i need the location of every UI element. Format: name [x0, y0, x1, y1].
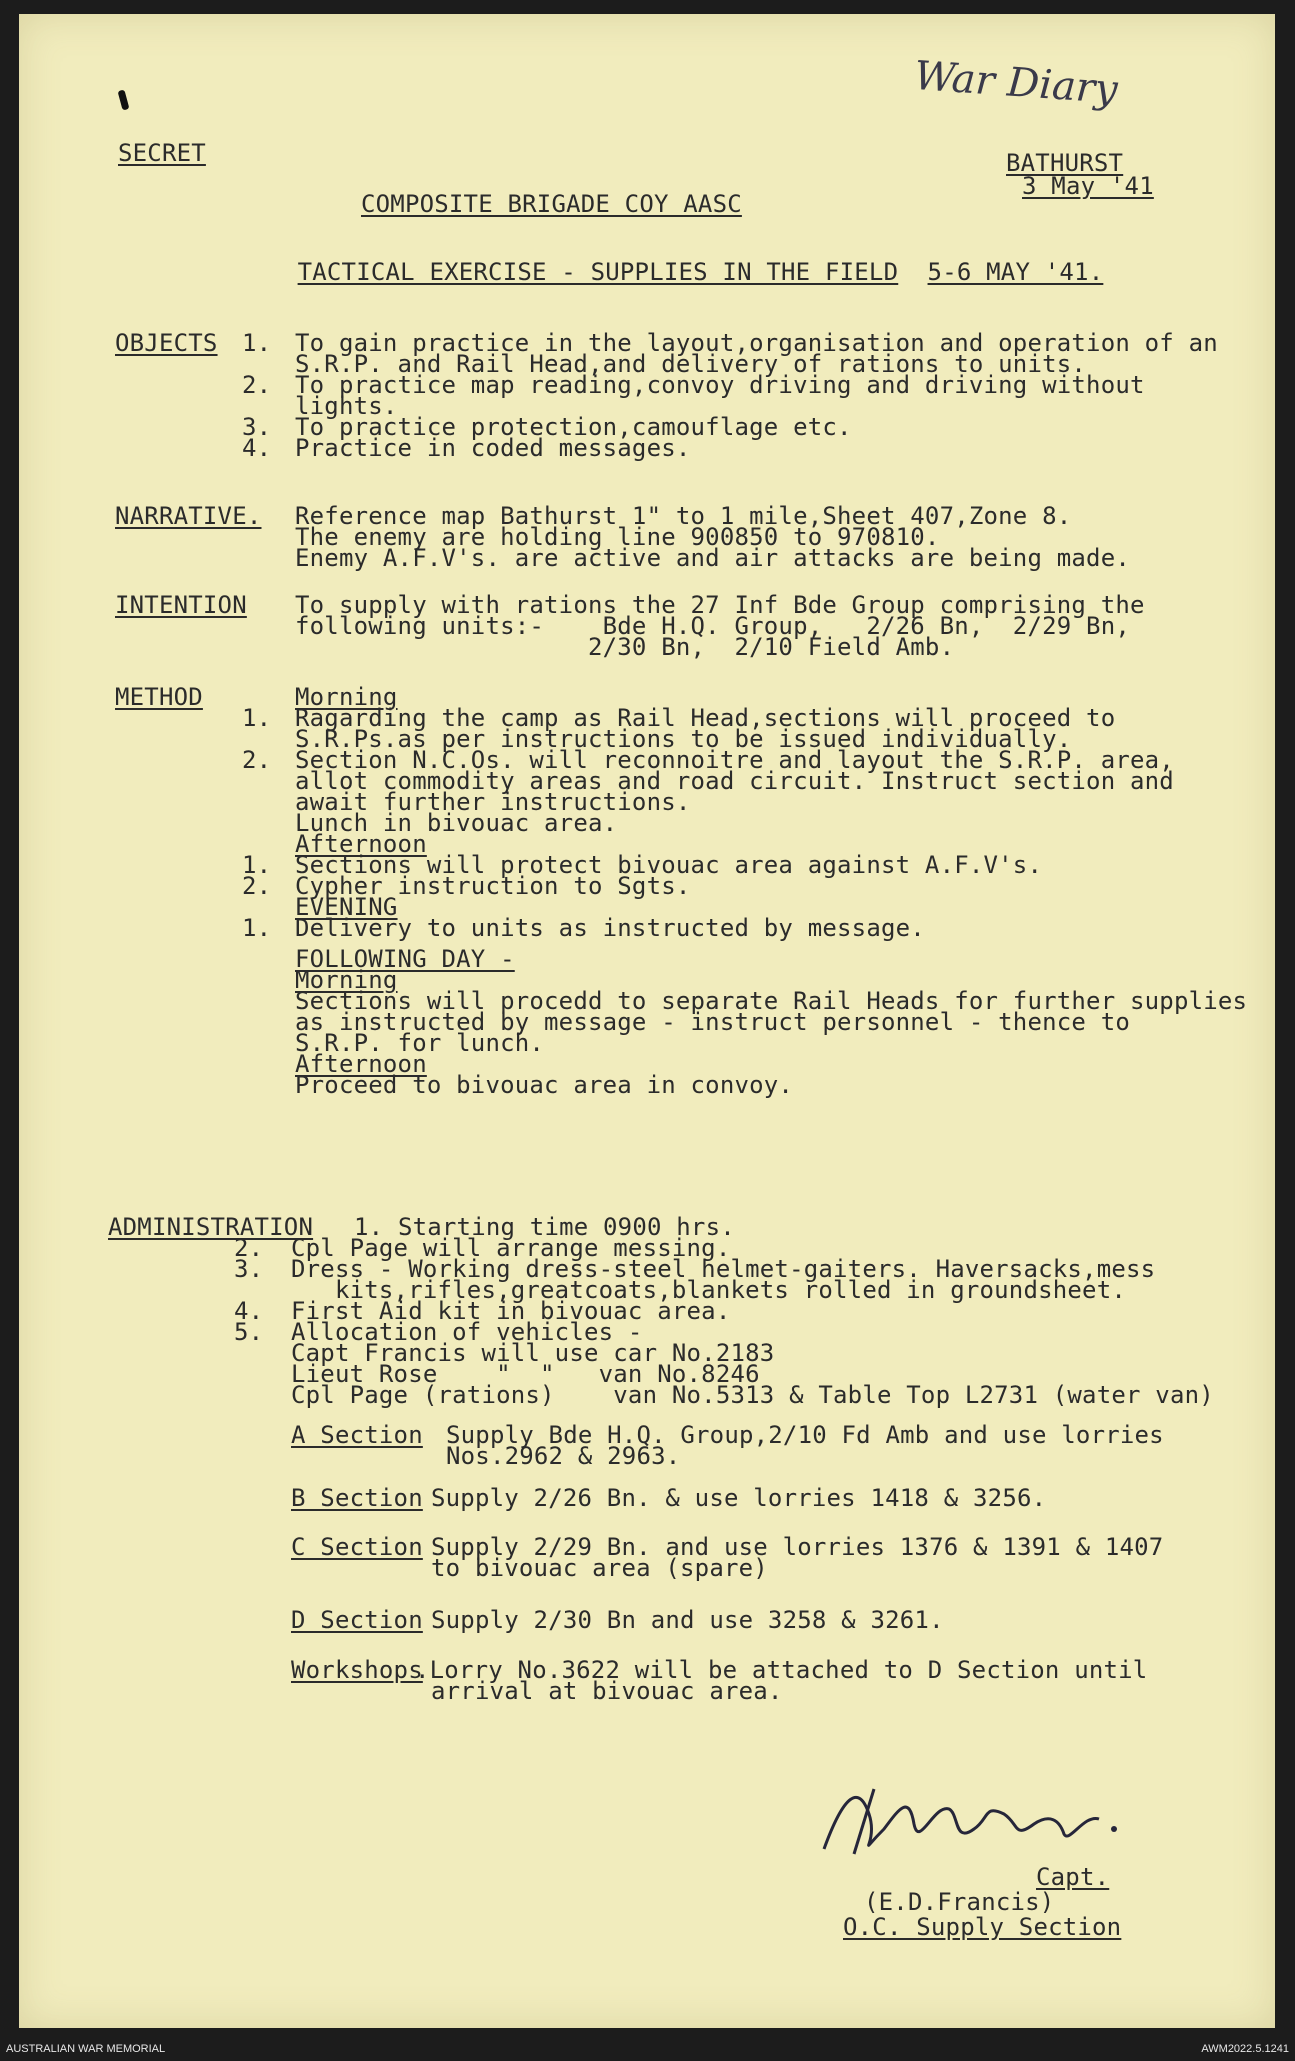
fd-morning-line: S.R.P. for lunch. [295, 1029, 545, 1057]
exercise-title-text: TACTICAL EXERCISE - SUPPLIES IN THE FIELD [297, 258, 899, 286]
section-line: Nos.2962 & 2963. [446, 1442, 681, 1470]
method-evening-label: EVENING [295, 893, 398, 921]
objects-item-line: lights. [295, 392, 398, 420]
administration-item-1: 1. Starting time 0900 hrs. [354, 1213, 735, 1241]
method-item-number: 1. [242, 851, 272, 879]
section-line: to bivouac area (spare) [431, 1554, 768, 1582]
method-item-line: allot commodity areas and road circuit. Instruct section and [295, 767, 1174, 795]
fd-morning-line: as instructed by message - instruct personnel - thence to [295, 1008, 1131, 1036]
administration-item-line: Cpl Page will arrange messing. [291, 1234, 731, 1262]
objects-item-line: To practice protection,camouflage etc. [295, 413, 852, 441]
administration-item-line: Cpl Page (rations) van No.5313 & Table Top L2731 (water van) [291, 1381, 1214, 1409]
exercise-title [239, 233, 1103, 311]
administration-heading: ADMINISTRATION [108, 1213, 314, 1241]
document-page [19, 14, 1275, 2028]
method-item-line: Delivery to units as instructed by message. [295, 914, 925, 942]
method-morning-label: Morning [295, 683, 398, 711]
method-item-number: 1. [242, 704, 272, 732]
administration-item-line: Lieut Rose " " van No.8246 [291, 1360, 760, 1388]
intention-line: following units:- Bde H.Q. Group, 2/26 Bn, 2/29 Bn, [295, 612, 1131, 640]
method-item-line: await further instructions. [295, 788, 691, 816]
signature-rank: Capt. [1036, 1863, 1110, 1891]
section-line: Supply 2/30 Bn and use 3258 & 3261. [431, 1606, 944, 1634]
following-day-label: FOLLOWING DAY - [295, 945, 515, 973]
administration-item-number: 3. [234, 1255, 264, 1283]
administration-item-number: 4. [234, 1297, 264, 1325]
administration-item-line: kits,rifles,greatcoats,blankets rolled in groundsheet. [291, 1276, 1127, 1304]
method-item-line: S.R.Ps.as per instructions to be issued individually. [295, 725, 1072, 753]
section-line: arrival at bivouac area. [431, 1677, 783, 1705]
signature-name: (E.D.Francis) [864, 1888, 1055, 1916]
narrative-line: Reference map Bathurst 1" to 1 mile,Sheet 407,Zone 8. [295, 502, 1072, 530]
section-line: Supply 2/29 Bn. and use lorries 1376 & 1391 & 1407 [431, 1533, 1164, 1561]
section-line: Supply Bde H.Q. Group,2/10 Fd Amb and use lorries [446, 1421, 1164, 1449]
footer-left: AUSTRALIAN WAR MEMORIAL [6, 2043, 166, 2055]
unit-title: COMPOSITE BRIGADE COY AASC [361, 190, 742, 218]
method-item-number: 1. [242, 914, 272, 942]
administration-item-number: 5. [234, 1318, 264, 1346]
objects-item-number: 1. [242, 329, 272, 357]
method-item-number: 2. [242, 746, 272, 774]
place-label: BATHURST [1006, 149, 1124, 177]
method-afternoon-label: Afternoon [295, 830, 427, 858]
administration-item-line: Capt Francis will use car No.2183 [291, 1339, 775, 1367]
narrative-line: The enemy are holding line 900850 to 970810. [295, 523, 940, 551]
section-label: Workshops [291, 1656, 423, 1684]
objects-heading: OBJECTS [115, 329, 218, 357]
narrative-heading: NARRATIVE. [115, 502, 262, 530]
objects-item-line: Practice in coded messages. [295, 434, 691, 462]
narrative-line: Enemy A.F.V's. are active and air attacks are being made. [295, 544, 1131, 572]
method-item-line: Lunch in bivouac area. [295, 809, 618, 837]
intention-line: To supply with rations the 27 Inf Bde Group comprising the [295, 591, 1145, 619]
secret-label: SECRET [118, 139, 206, 167]
method-item-number: 2. [242, 872, 272, 900]
administration-item-line: Dress - Working dress-steel helmet-gaiters. Haversacks,mess [291, 1255, 1156, 1283]
objects-item-number: 2. [242, 371, 272, 399]
fd-afternoon-label: Afternoon [295, 1050, 427, 1078]
objects-item-number: 3. [242, 413, 272, 441]
method-item-line: Ragarding the camp as Rail Head,sections will proceed to [295, 704, 1116, 732]
signature-scrawl [814, 1774, 1134, 1864]
method-item-line: Section N.C.Os. will reconnoitre and layout the S.R.P. area, [295, 746, 1174, 774]
exercise-dates: 5-6 MAY '41. [927, 258, 1104, 286]
handwritten-note: War Diary [912, 52, 1120, 114]
administration-item-number: 2. [234, 1234, 264, 1262]
intention-line: 2/30 Bn, 2/10 Field Amb. [295, 633, 955, 661]
section-line: Supply 2/26 Bn. & use lorries 1418 & 3256. [431, 1484, 1047, 1512]
method-item-line: Sections will protect bivouac area against A.F.V's. [295, 851, 1043, 879]
punch-mark [118, 89, 130, 110]
archive-footer [0, 2032, 1295, 2061]
objects-item-line: To practice map reading,convoy driving and driving without [295, 371, 1145, 399]
section-label: A Section [291, 1421, 423, 1449]
fd-afternoon-line: Proceed to bivouac area in convoy. [295, 1071, 794, 1099]
footer-right: AWM2022.5.1241 [1201, 2043, 1289, 2055]
method-item-line: Cypher instruction to Sgts. [295, 872, 691, 900]
administration-item-line: Allocation of vehicles - [291, 1318, 643, 1346]
fd-morning-label: Morning [295, 966, 398, 994]
section-line: .Lorry No.3622 will be attached to D Section until [415, 1656, 1148, 1684]
method-heading: METHOD [115, 683, 203, 711]
section-label: B Section [291, 1484, 423, 1512]
date-label: 3 May '41 [1022, 172, 1154, 200]
objects-item-line: To gain practice in the layout,organisation and operation of an [295, 329, 1218, 357]
section-label: C Section [291, 1533, 423, 1561]
intention-heading: INTENTION [115, 591, 247, 619]
objects-item-number: 4. [242, 434, 272, 462]
section-label: D Section [291, 1606, 423, 1634]
objects-item-line: S.R.P. and Rail Head,and delivery of rations to units. [295, 350, 1087, 378]
signature-role: O.C. Supply Section [843, 1913, 1122, 1941]
fd-morning-line: Sections will procedd to separate Rail Heads for further supplies [295, 987, 1248, 1015]
administration-item-line: First Aid kit in bivouac area. [291, 1297, 731, 1325]
